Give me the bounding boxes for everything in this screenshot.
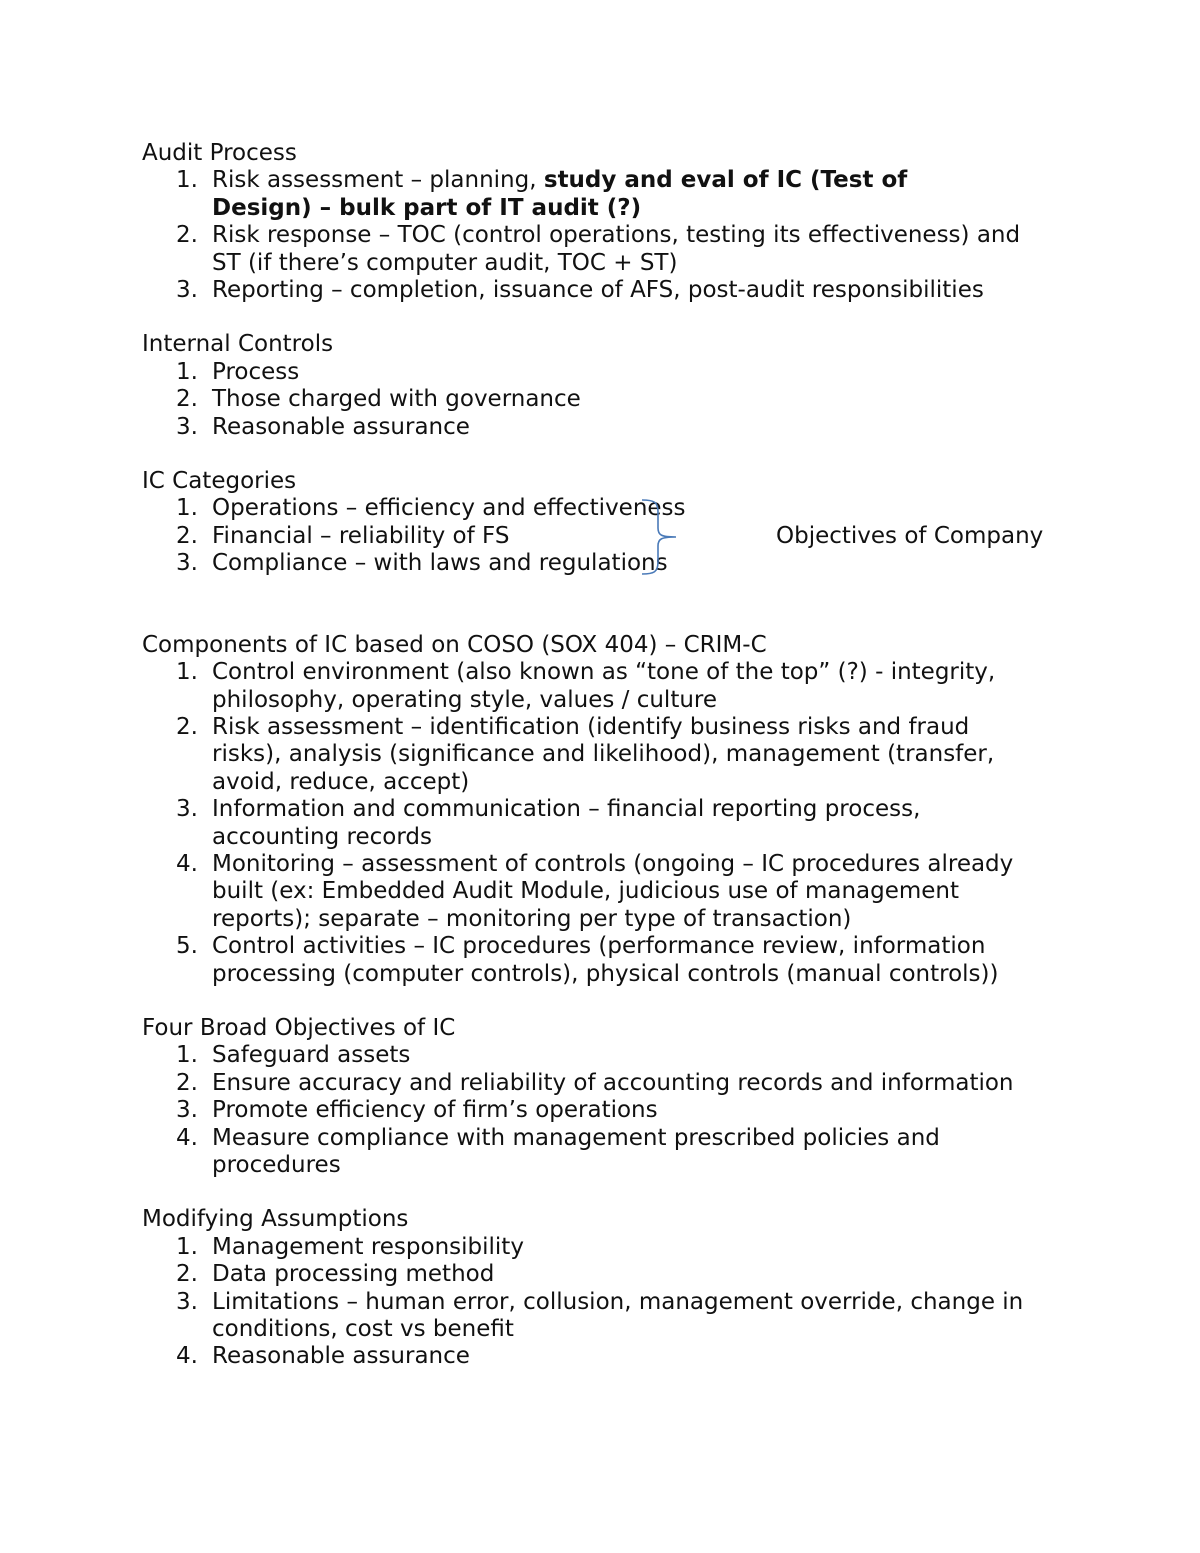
list-item bbox=[142, 386, 1082, 413]
list-item-text: Data processing method bbox=[212, 1261, 495, 1288]
list-item bbox=[142, 851, 1052, 933]
list-item-text: Monitoring – assessment of controls (ongoing – IC procedures already built (ex: Embedded Audit Module, judicious use of management reports); separate – monitoring per type of transaction) bbox=[212, 850, 1014, 932]
list-number: 1. bbox=[176, 358, 198, 385]
list-number: 1. bbox=[176, 1233, 198, 1260]
list-item-text: Reasonable assurance bbox=[212, 413, 470, 440]
list-item bbox=[142, 495, 1082, 522]
list-item bbox=[142, 1261, 1082, 1288]
list-number: 2. bbox=[176, 1261, 198, 1288]
list-number: 2. bbox=[176, 713, 198, 740]
list-item bbox=[142, 277, 1082, 304]
list-item bbox=[142, 1125, 1042, 1180]
section-heading: Internal Controls bbox=[142, 331, 334, 358]
list-number: 3. bbox=[176, 1097, 198, 1124]
section-heading: Audit Process bbox=[142, 140, 297, 166]
list-item bbox=[142, 222, 1052, 277]
section-modifying-assumptions bbox=[142, 1206, 1082, 1370]
list-item bbox=[142, 1289, 1062, 1344]
list-number: 3. bbox=[176, 550, 198, 577]
list-number: 1. bbox=[176, 495, 198, 522]
section-four-objectives bbox=[142, 1015, 1082, 1179]
section-components bbox=[142, 632, 1082, 988]
numbered-list bbox=[142, 659, 1082, 988]
list-item-text: Risk response – TOC (control operations, testing its effectiveness) and ST (if there’s computer audit, TOC + ST) bbox=[212, 222, 1021, 276]
list-item-text: Risk assessment – planning, bbox=[212, 167, 544, 194]
list-item-text: Reasonable assurance bbox=[212, 1343, 470, 1370]
section-heading: IC Categories bbox=[142, 468, 297, 495]
list-item bbox=[142, 1042, 1082, 1069]
list-item-text: Those charged with governance bbox=[212, 386, 581, 413]
list-number: 1. bbox=[176, 1042, 198, 1069]
list-item bbox=[142, 1097, 1082, 1124]
ic-categories-list-wrap bbox=[142, 495, 1082, 577]
section-ic-categories bbox=[142, 468, 1082, 578]
section-heading: Four Broad Objectives of IC bbox=[142, 1014, 456, 1041]
list-item bbox=[142, 550, 1082, 577]
list-item bbox=[142, 414, 1082, 441]
list-item-text: Compliance – with laws and regulations bbox=[212, 550, 668, 577]
list-item-text: Promote efficiency of firm’s operations bbox=[212, 1097, 658, 1124]
list-number: 1. bbox=[176, 659, 198, 686]
objectives-of-company-note: Objectives of Company bbox=[776, 522, 1044, 549]
list-item-bold-text: study and eval of IC (Test of Design) – bulk part of IT audit (?) bbox=[212, 167, 908, 221]
numbered-list bbox=[142, 167, 1082, 304]
list-item bbox=[142, 659, 1032, 714]
list-number: 1. bbox=[176, 167, 198, 194]
list-item-text: Safeguard assets bbox=[212, 1042, 411, 1069]
list-number: 2. bbox=[176, 386, 198, 413]
list-item-text: Information and communication – financial reporting process, accounting records bbox=[212, 796, 921, 850]
list-item bbox=[142, 933, 1052, 988]
list-item bbox=[142, 1070, 1082, 1097]
numbered-list bbox=[142, 359, 1082, 441]
section-heading: Modifying Assumptions bbox=[142, 1206, 409, 1233]
list-item-text: Measure compliance with management prescribed policies and procedures bbox=[212, 1124, 940, 1178]
numbered-list bbox=[142, 1234, 1082, 1371]
numbered-list bbox=[142, 1042, 1082, 1179]
list-number: 2. bbox=[176, 1069, 198, 1096]
list-item-text: Reporting – completion, issuance of AFS, post-audit responsibilities bbox=[212, 277, 984, 304]
list-item bbox=[142, 1343, 1082, 1370]
list-item bbox=[142, 1234, 1082, 1261]
list-item bbox=[142, 796, 1032, 851]
list-item-text: Financial – reliability of FS bbox=[212, 522, 510, 549]
list-item-text: Ensure accuracy and reliability of accounting records and information bbox=[212, 1069, 1014, 1096]
list-number: 4. bbox=[176, 1124, 198, 1151]
list-number: 2. bbox=[176, 522, 198, 549]
list-item-text: Process bbox=[212, 358, 300, 385]
list-item-text: Limitations – human error, collusion, management override, change in conditions, cost vs benefit bbox=[212, 1288, 1024, 1343]
list-item-text: Control activities – IC procedures (performance review, information processing (computer controls), physical controls (manual controls)) bbox=[212, 933, 999, 987]
list-item-text: Operations – efficiency and effectiveness bbox=[212, 495, 686, 522]
list-number: 4. bbox=[176, 850, 198, 877]
list-item-text: Risk assessment – identification (identify business risks and fraud risks), analysis (significance and likelihood), management (transfer, avoid, reduce, accept) bbox=[212, 713, 995, 795]
list-number: 5. bbox=[176, 933, 198, 960]
list-number: 3. bbox=[176, 1288, 198, 1315]
list-number: 3. bbox=[176, 413, 198, 440]
list-item-text: Control environment (also known as “tone of the top” (?) - integrity, philosophy, operating style, values / culture bbox=[212, 659, 996, 713]
list-item-text: Management responsibility bbox=[212, 1233, 524, 1260]
right-brace-icon bbox=[640, 498, 680, 576]
section-internal-controls bbox=[142, 331, 1082, 441]
list-number: 3. bbox=[176, 796, 198, 823]
list-number: 2. bbox=[176, 222, 198, 249]
list-number: 3. bbox=[176, 277, 198, 304]
list-item bbox=[142, 167, 1012, 222]
list-item bbox=[142, 359, 1082, 386]
document-page bbox=[142, 140, 1082, 1371]
list-item bbox=[142, 714, 1032, 796]
list-number: 4. bbox=[176, 1343, 198, 1370]
section-audit-process bbox=[142, 140, 1082, 304]
section-heading: Components of IC based on COSO (SOX 404) – CRIM-C bbox=[142, 631, 767, 658]
